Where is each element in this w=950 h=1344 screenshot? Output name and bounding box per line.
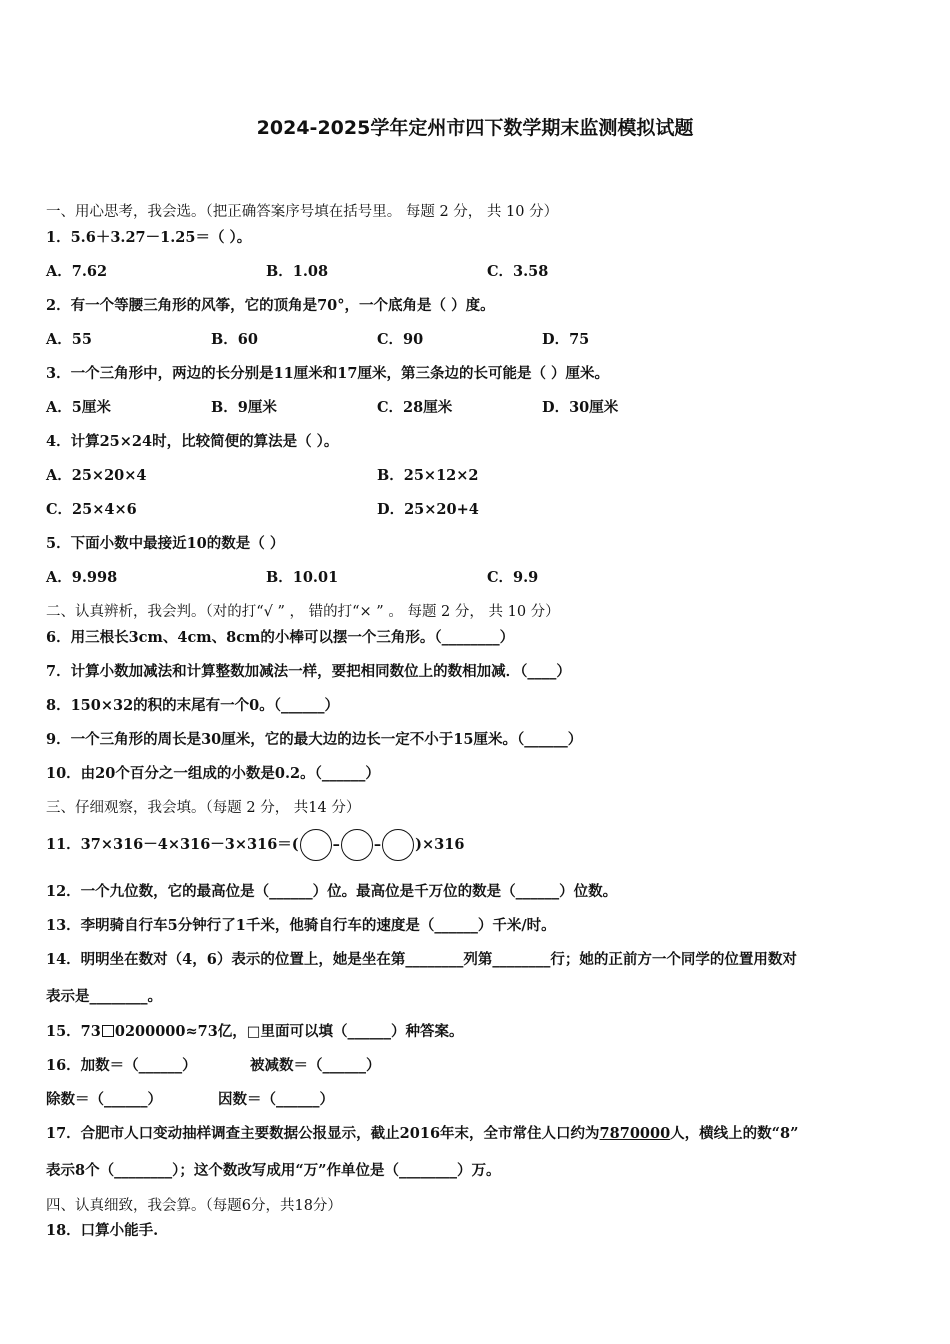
question-17-line-2: 表示8个（________）；这个数改写成用“万”作单位是（________）万。	[46, 1162, 501, 1179]
q5-option-a: A．9.998	[46, 569, 118, 586]
q11-minus-2: –	[373, 836, 382, 853]
question-6: 6．用三根长3cm、4cm、8cm的小棒可以摆一个三角形。（________）	[46, 629, 515, 646]
q17-text-a: 17．合肥市人口变动抽样调查主要数据公报显示，截止2016年末，全市常住人口约为	[46, 1125, 600, 1142]
q1-option-b: B．1.08	[266, 263, 329, 280]
q15-suffix: 0200000≈73亿，□里面可以填（______）种答案。	[114, 1023, 464, 1040]
q3-option-b: B．9厘米	[211, 399, 277, 416]
q2-option-a: A．55	[46, 331, 92, 348]
question-1: 1．5.6＋3.27－1.25＝（ ）。	[46, 229, 252, 246]
question-3: 3．一个三角形中，两边的长分别是11厘米和17厘米，第三条边的长可能是（ ）厘米。	[46, 365, 609, 382]
section-1-heading: 一、用心思考，我会选。（把正确答案序号填在括号里。 每题 2 分， 共 10 分）	[46, 204, 559, 220]
question-17-line-1	[46, 1124, 798, 1144]
q4-option-d: D．25×20+4	[377, 501, 479, 518]
question-16-addend: 16．加数＝（______）	[46, 1057, 197, 1074]
q1-option-c: C．3.58	[487, 263, 549, 280]
q4-option-c: C．25×4×6	[46, 501, 137, 518]
question-15	[46, 1022, 464, 1042]
q11-prefix: 11．37×316－4×316－3×316＝(	[46, 836, 299, 853]
question-4: 4．计算25×24时，比较简便的算法是（ ）。	[46, 433, 339, 450]
question-14-line-2: 表示是________。	[46, 988, 162, 1005]
q4-option-a: A．25×20×4	[46, 467, 147, 484]
q3-option-d: D．30厘米	[542, 399, 619, 416]
question-7: 7．计算小数加减法和计算整数加减法一样，要把相同数位上的数相加减．（____）	[46, 663, 571, 680]
q11-suffix: )×316	[415, 836, 465, 853]
section-4-heading: 四、认真细致，我会算。（每题6分，共18分）	[46, 1198, 342, 1214]
question-5: 5．下面小数中最接近10的数是（ ）	[46, 535, 285, 552]
answer-circle-3[interactable]	[382, 829, 414, 861]
q5-option-b: B．10.01	[266, 569, 339, 586]
q17-underlined-number: 7870000	[599, 1125, 671, 1142]
q2-option-b: B．60	[211, 331, 258, 348]
q2-option-d: D．75	[542, 331, 590, 348]
section-3-heading: 三、仔细观察，我会填。（每题 2 分， 共14 分）	[46, 800, 361, 816]
q11-minus-1: –	[332, 836, 340, 853]
answer-circle-2[interactable]	[341, 829, 373, 861]
question-10: 10．由20个百分之一组成的小数是0.2。（______）	[46, 765, 380, 782]
question-12: 12．一个九位数，它的最高位是（______）位。最高位是千万位的数是（______）位数。	[46, 883, 618, 900]
question-2: 2．有一个等腰三角形的风筝，它的顶角是70°，一个底角是（ ）度。	[46, 297, 495, 314]
question-9: 9．一个三角形的周长是30厘米，它的最大边的边长一定不小于15厘米。（______）	[46, 731, 583, 748]
blank-square-box	[102, 1025, 114, 1037]
q17-text-b: 人，横线上的数“8”	[670, 1125, 799, 1142]
question-13: 13．李明骑自行车5分钟行了1千米，他骑自行车的速度是（______）千米/时。	[46, 917, 556, 934]
q4-option-b: B．25×12×2	[377, 467, 479, 484]
q2-option-c: C．90	[377, 331, 424, 348]
q1-option-a: A．7.62	[46, 263, 108, 280]
question-8: 8．150×32的积的末尾有一个0。（______）	[46, 697, 340, 714]
question-14-line-1: 14．明明坐在数对（4，6）表示的位置上，她是坐在第________列第________行；她的正前方一个同学的位置用数对	[46, 951, 797, 968]
q3-option-c: C．28厘米	[377, 399, 453, 416]
q3-option-a: A．5厘米	[46, 399, 111, 416]
question-16-minuend: 被减数＝（______）	[250, 1057, 381, 1074]
page-title: 2024-2025学年定州市四下数学期末监测模拟试题	[256, 117, 694, 139]
question-18: 18．口算小能手.	[46, 1222, 159, 1239]
question-16-dividend: 除数＝（______）	[46, 1091, 162, 1108]
answer-circle-1[interactable]	[300, 829, 332, 861]
q15-prefix: 15．73	[46, 1023, 101, 1040]
question-11	[46, 828, 464, 862]
question-16-factor: 因数＝（______）	[218, 1091, 334, 1108]
q5-option-c: C．9.9	[487, 569, 539, 586]
section-2-heading: 二、认真辨析，我会判。（对的打“√ ” ， 错的打“× ” 。 每题 2 分， 共 10 分）	[46, 604, 560, 620]
